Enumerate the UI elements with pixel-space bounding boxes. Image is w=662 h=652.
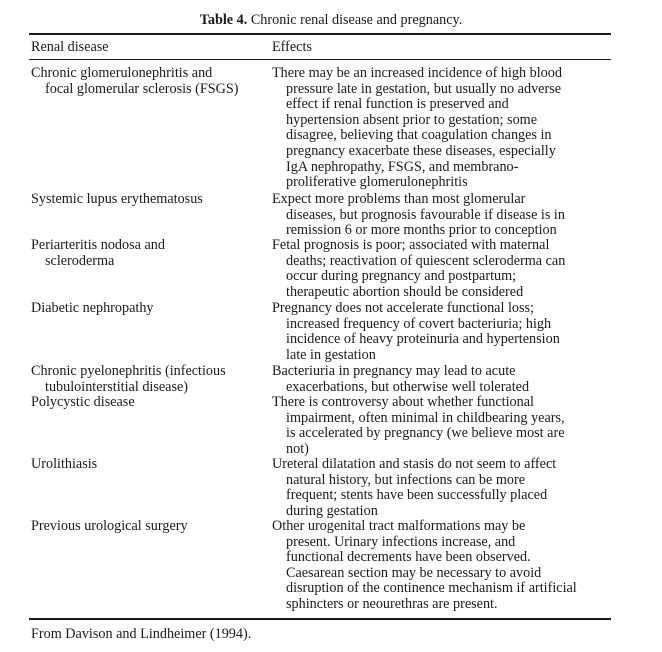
disease-line: Previous urological surgery (31, 518, 188, 534)
effects-cell (272, 457, 612, 519)
effects-line: present. Urinary infections increase, and (286, 533, 516, 550)
disease-cell (31, 192, 267, 208)
effects-cell (272, 66, 612, 191)
table-header-rule (29, 59, 611, 60)
effects-line: natural history, but infections can be more (286, 471, 526, 488)
effects-line: incidence of heavy proteinuria and hypertension (286, 331, 560, 348)
table-bottom-rule (29, 618, 611, 620)
effects-line: increased frequency of covert bacteriuria; high (286, 315, 552, 332)
disease-cell (31, 395, 267, 411)
disease-cell (31, 66, 267, 97)
disease-cell (31, 364, 267, 395)
effects-line: during gestation (286, 502, 378, 519)
table-top-rule (29, 33, 611, 35)
disease-line: Diabetic nephropathy (31, 300, 154, 316)
effects-line: diseases, but prognosis favourable if disease is in (286, 206, 565, 223)
disease-cell (31, 238, 267, 269)
disease-line: Polycystic disease (31, 394, 135, 410)
effects-line: proliferative glomerulonephritis (286, 174, 468, 191)
effects-line: deaths; reactivation of quiescent scleroderma can (286, 252, 566, 269)
effects-line: Bacteriuria in pregnancy may lead to acute (272, 363, 516, 379)
effects-line: not) (286, 440, 309, 457)
effects-line: effect if renal function is preserved and (286, 96, 509, 113)
effects-line: pregnancy exacerbate these diseases, especially (286, 142, 556, 159)
effects-cell (272, 238, 612, 300)
effects-line: exacerbations, but otherwise well tolerated (286, 378, 530, 395)
disease-line: focal glomerular sclerosis (FSGS) (45, 80, 239, 97)
effects-line: disruption of the continence mechanism if artificial (286, 580, 577, 597)
effects-line: impairment, often minimal in childbearing years, (286, 409, 565, 426)
disease-line: Chronic glomerulonephritis and (31, 65, 213, 81)
effects-line: pressure late in gestation, but usually no adverse (286, 80, 562, 97)
effects-cell (272, 395, 612, 457)
column-header-renal-disease: Renal disease (31, 39, 109, 55)
disease-line: Urolithiasis (31, 456, 98, 472)
effects-line: frequent; stents have been successfully placed (286, 487, 548, 504)
effects-line: Pregnancy does not accelerate functional loss; (272, 300, 534, 316)
effects-line: functional decrements have been observed. (286, 549, 531, 566)
disease-line: Periarteritis nodosa and (31, 237, 165, 253)
effects-line: Ureteral dilatation and stasis do not seem to affect (272, 456, 557, 472)
table-caption (0, 11, 662, 29)
effects-line: sphincters or neourethras are present. (286, 595, 498, 612)
effects-line: Fetal prognosis is poor; associated with maternal (272, 237, 550, 253)
effects-line: is accelerated by pregnancy (we believe most are (286, 425, 565, 442)
effects-line: IgA nephropathy, FSGS, and membrano- (286, 158, 519, 175)
effects-line: Caesarean section may be necessary to avoid (286, 564, 542, 581)
disease-line: Chronic pyelonephritis (infectious (31, 363, 226, 379)
disease-cell (31, 457, 267, 473)
effects-cell (272, 364, 612, 395)
effects-line: therapeutic abortion should be considered (286, 283, 524, 300)
effects-line: Expect more problems than most glomerular (272, 191, 526, 207)
disease-cell (31, 519, 267, 535)
effects-line: There may be an increased incidence of high blood (272, 65, 562, 81)
column-header-effects: Effects (272, 39, 312, 55)
effects-cell (272, 301, 612, 363)
disease-line: Systemic lupus erythematosus (31, 191, 203, 207)
effects-line: Other urogenital tract malformations may be (272, 518, 526, 534)
table-label: Table 4. (199, 12, 248, 28)
effects-line: occur during pregnancy and postpartum; (286, 268, 517, 285)
effects-line: remission 6 or more months prior to conception (286, 222, 557, 239)
disease-line: scleroderma (45, 252, 115, 269)
effects-line: disagree, believing that coagulation changes in (286, 127, 552, 144)
table-source-note: From Davison and Lindheimer (1994). (31, 626, 252, 642)
effects-line: There is controversy about whether functional (272, 394, 534, 410)
effects-cell (272, 192, 612, 239)
disease-cell (31, 301, 267, 317)
effects-line: late in gestation (286, 346, 376, 363)
effects-line: hypertension absent prior to gestation; some (286, 111, 537, 128)
disease-line: tubulointerstitial disease) (45, 378, 189, 395)
table-title: Chronic renal disease and pregnancy. (247, 12, 463, 28)
effects-cell (272, 519, 612, 613)
